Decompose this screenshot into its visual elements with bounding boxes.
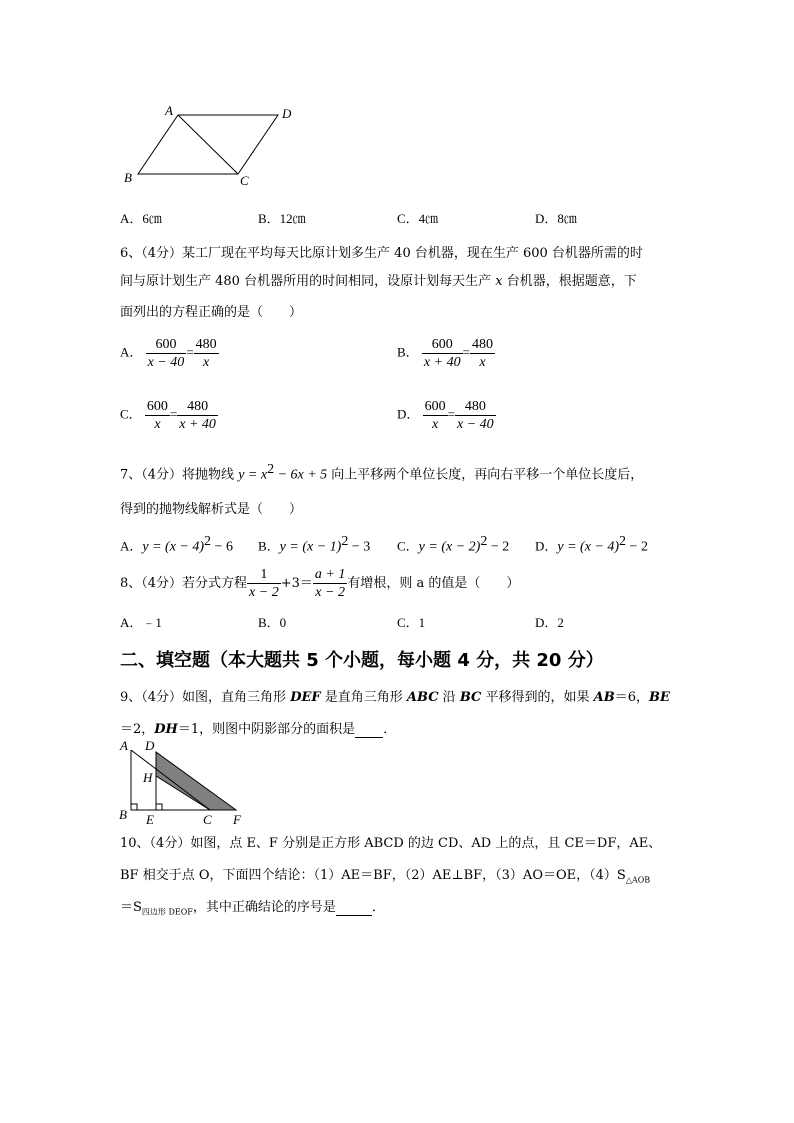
q8-option-b: B．0 — [258, 615, 287, 630]
q10-line2: BF 相交于点 O，下面四个结论：（1）AE＝BF，（2）AE⊥BF，（3）AO＝OE，$(4)S_{\triangle AOB}$ — [120, 868, 651, 885]
right-angle-mark-e — [156, 804, 162, 810]
q8-option-a: A．﹣1 — [120, 615, 162, 630]
q10-line3: $=S_{四边形 DEOF}$，其中正确结论的序号是 ． — [120, 900, 385, 917]
q7-option-d: D．$y = (x - 4)^2 - 2$ — [535, 534, 648, 555]
q6-line1: 6、（4分）某工厂现在平均每天比原计划多生产 40 台机器，现在生产 600 台机器所需的时 — [120, 246, 643, 261]
q5-option-b: B．12㎝ — [258, 211, 306, 226]
q8-line: 8、（4分）若分式方程 $\frac{1}{x - 2}$ +3＝ $\frac{a + 1}{x - 2}$ 有增根，则 a 的值是（ ） — [120, 567, 520, 600]
q6-option-d: D． $\frac{600}{x}$ = $\frac{480}{x - 40}$ — [397, 399, 494, 432]
shaded-region — [156, 752, 236, 810]
label-a: A — [165, 103, 173, 118]
q6-option-a: A． $\frac{600}{x - 40}$ = $\frac{480}{x}$ — [120, 337, 217, 370]
q7-line2: 得到的抛物线解析式是（ ） — [120, 502, 303, 517]
label-c: C — [240, 173, 249, 188]
q5-option-a: A．6㎝ — [120, 211, 162, 226]
q10-answer-blank[interactable] — [336, 900, 372, 916]
q5-option-c: C．4㎝ — [397, 211, 439, 226]
parallelogram-figure — [120, 100, 300, 190]
q10-line1: 10、（4分）如图，点 E、F 分别是正方形 ABCD 的边 CD、AD 上的点，且 CE＝DF，AE、 — [120, 836, 662, 851]
q8-option-d: D．2 — [535, 615, 564, 630]
q5-option-d: D．8㎝ — [535, 211, 577, 226]
label-b: B — [124, 170, 132, 185]
q8-option-c: C．1 — [397, 615, 426, 630]
parallelogram-diagonal-ac — [178, 115, 238, 174]
section-2-heading: 二、填空题（本大题共 5 个小题，每小题 4 分，共 20 分） — [120, 650, 604, 671]
tri-label-b: B — [119, 807, 127, 822]
tri-label-f: F — [233, 812, 241, 826]
q6-option-b: B． $\frac{600}{x + 40}$ = $\frac{480}{x}$ — [397, 337, 493, 370]
q6-line2: 间与原计划生产 480 台机器所用的时间相同，设原计划每天生产 x 台机器，根据题意，下 — [120, 274, 637, 289]
q7-option-c: C．$y = (x - 2)^2 - 2$ — [397, 534, 510, 555]
q7-line1: 7、（4分）将抛物线 $y = x^2 - 6x + 5$ 向上平移两个单位长度，再向右平移一个单位长度后， — [120, 462, 644, 483]
q9-answer-blank[interactable] — [355, 722, 383, 738]
label-d: D — [282, 106, 292, 121]
tri-label-a: A — [120, 738, 128, 753]
tri-label-c: C — [203, 812, 212, 826]
q9-line1: 9、（4分）如图，直角三角形 DEF 是直角三角形 ABC 沿 BC 平移得到的，如果 AB＝6，BE — [120, 690, 670, 705]
q7-option-a: A．$y = (x - 4)^2 - 6$ — [120, 534, 233, 555]
q6-option-c: C． $\frac{600}{x}$ = $\frac{480}{x + 40}$ — [120, 399, 216, 432]
triangle-figure — [116, 738, 250, 826]
tri-label-e: E — [146, 812, 154, 826]
right-angle-mark-b — [131, 804, 137, 810]
q9-line2: ＝2，DH＝1，则图中阴影部分的面积是 ． — [120, 722, 397, 737]
tri-label-h: H — [143, 770, 153, 785]
q6-line3: 面列出的方程正确的是（ ） — [120, 305, 303, 320]
q7-option-b: B．$y = (x - 1)^2 - 3$ — [258, 534, 371, 555]
tri-label-d: D — [145, 738, 155, 753]
